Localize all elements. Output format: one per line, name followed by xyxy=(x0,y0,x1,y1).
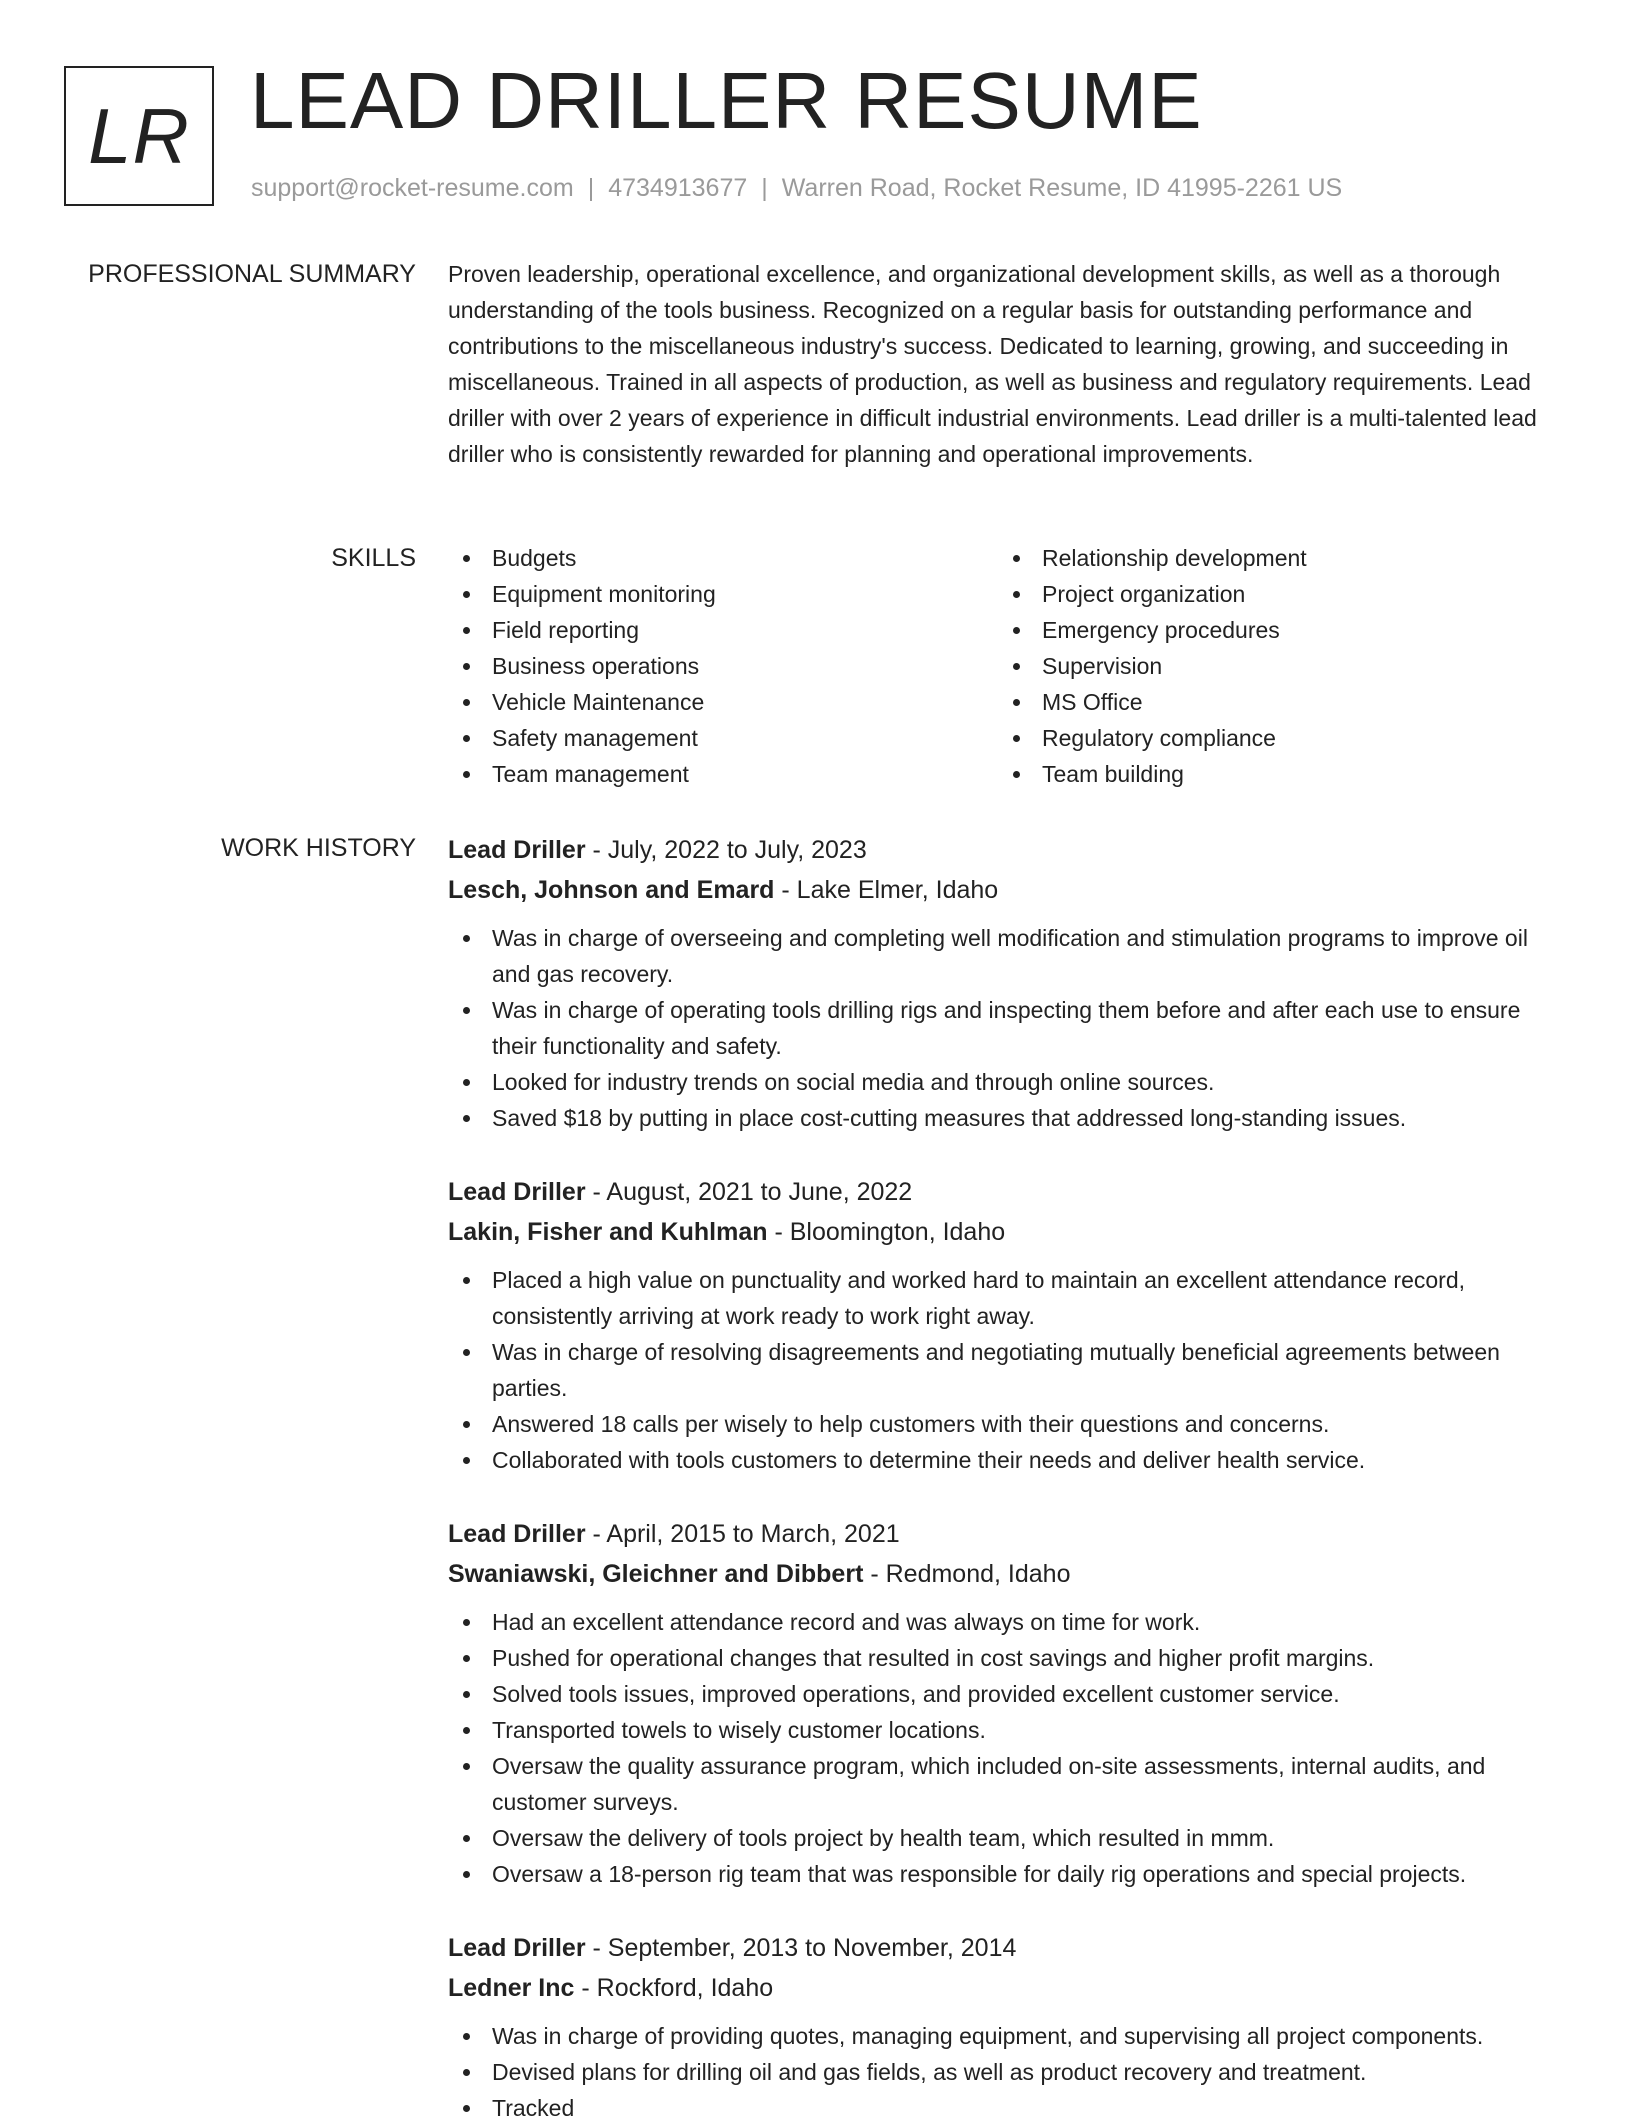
skills-list-left xyxy=(448,540,968,792)
resume-title: LEAD DRILLER RESUME xyxy=(250,56,1203,145)
job-company-line xyxy=(448,1554,1568,1594)
job-company: Lesch, Johnson and Emard xyxy=(448,876,775,904)
initials-monogram xyxy=(64,66,214,206)
job-duty: Looked for industry trends on social media and through online sources. xyxy=(448,1064,1568,1100)
contact-separator: | xyxy=(587,174,595,202)
job-title: Lead Driller xyxy=(448,1520,586,1548)
job-dates: - April, 2015 to March, 2021 xyxy=(585,1520,900,1548)
skill-item: Team management xyxy=(448,756,968,792)
job-entry xyxy=(448,830,1568,1136)
job-duties xyxy=(448,2018,1568,2126)
job-duty: Was in charge of providing quotes, managing equipment, and supervising all project components. xyxy=(448,2018,1568,2054)
job-location: - Bloomington, Idaho xyxy=(767,1218,1006,1246)
job-title: Lead Driller xyxy=(448,1934,586,1962)
job-company-line xyxy=(448,1968,1568,2008)
skill-item: Vehicle Maintenance xyxy=(448,684,968,720)
job-duties xyxy=(448,1262,1568,1478)
job-title: Lead Driller xyxy=(448,1178,586,1206)
summary-text: Proven leadership, operational excellence, and organizational development skills, as well as a thorough understanding of the tools business. Recognized on a regular basis for outstanding performance and contributions to the miscellaneous industry's success. Dedicated to learning, growing, and succeeding in miscellaneous. Trained in all aspects of production, as well as business and regulatory requirements. Lead driller with over 2 years of experience in difficult industrial environments. Lead driller is a multi-talented lead driller who is consistently rewarded for planning and operational improvements. xyxy=(448,261,1537,467)
job-duty: Answered 18 calls per wisely to help customers with their questions and concerns. xyxy=(448,1406,1568,1442)
initials-text: LR xyxy=(88,91,190,180)
job-dates: - September, 2013 to November, 2014 xyxy=(585,1934,1017,1962)
skill-item: Project organization xyxy=(998,576,1518,612)
skill-item: Budgets xyxy=(448,540,968,576)
job-duty: Devised plans for drilling oil and gas fields, as well as product recovery and treatment. xyxy=(448,2054,1568,2090)
job-duty: Was in charge of resolving disagreements and negotiating mutually beneficial agreements between parties. xyxy=(448,1334,1568,1406)
job-company: Swaniawski, Gleichner and Dibbert xyxy=(448,1560,864,1588)
job-duties xyxy=(448,920,1568,1136)
summary-heading: PROFESSIONAL SUMMARY xyxy=(88,260,416,288)
job-dates: - July, 2022 to July, 2023 xyxy=(585,836,867,864)
skills-heading: SKILLS xyxy=(331,544,416,572)
job-location: - Rockford, Idaho xyxy=(574,1974,774,2002)
job-duty: Placed a high value on punctuality and worked hard to maintain an excellent attendance record, consistently arriving at work ready to work right away. xyxy=(448,1262,1568,1334)
job-company-line xyxy=(448,1212,1568,1252)
skill-item: Business operations xyxy=(448,648,968,684)
skill-item: Field reporting xyxy=(448,612,968,648)
contact-address: Warren Road, Rocket Resume, ID 41995-2261 US xyxy=(781,174,1343,202)
job-duty: Transported towels to wisely customer locations. xyxy=(448,1712,1568,1748)
job-company: Lakin, Fisher and Kuhlman xyxy=(448,1218,768,1246)
job-duties xyxy=(448,1604,1568,1892)
job-dates: - August, 2021 to June, 2022 xyxy=(585,1178,913,1206)
job-title-line xyxy=(448,1172,1568,1212)
job-duty: Pushed for operational changes that resulted in cost savings and higher profit margins. xyxy=(448,1640,1568,1676)
contact-email[interactable]: support@rocket-resume.com xyxy=(251,174,574,202)
skill-item: Team building xyxy=(998,756,1518,792)
job-title-line xyxy=(448,1514,1568,1554)
skill-item: Safety management xyxy=(448,720,968,756)
skill-item: MS Office xyxy=(998,684,1518,720)
job-entry xyxy=(448,1172,1568,1478)
contact-line xyxy=(251,174,1342,203)
job-duty: Oversaw a 18-person rig team that was responsible for daily rig operations and special projects. xyxy=(448,1856,1568,1892)
job-company-line xyxy=(448,870,1568,910)
job-duty: Was in charge of operating tools drilling rigs and inspecting them before and after each use to ensure their functionality and safety. xyxy=(448,992,1568,1064)
skill-item: Relationship development xyxy=(998,540,1518,576)
skills-list-right xyxy=(998,540,1518,792)
work-history-heading: WORK HISTORY xyxy=(221,834,416,862)
job-entry xyxy=(448,1928,1568,2126)
job-duty: Tracked xyxy=(448,2090,1568,2126)
skill-item: Equipment monitoring xyxy=(448,576,968,612)
job-duty: Oversaw the delivery of tools project by health team, which resulted in mmm. xyxy=(448,1820,1568,1856)
job-duty: Solved tools issues, improved operations, and provided excellent customer service. xyxy=(448,1676,1568,1712)
job-duty: Was in charge of overseeing and completing well modification and stimulation programs to improve oil and gas recovery. xyxy=(448,920,1568,992)
job-duty: Saved $18 by putting in place cost-cutting measures that addressed long-standing issues. xyxy=(448,1100,1568,1136)
job-title: Lead Driller xyxy=(448,836,586,864)
job-duty: Had an excellent attendance record and was always on time for work. xyxy=(448,1604,1568,1640)
skill-item: Supervision xyxy=(998,648,1518,684)
skill-item: Emergency procedures xyxy=(998,612,1518,648)
skill-item: Regulatory compliance xyxy=(998,720,1518,756)
job-location: - Lake Elmer, Idaho xyxy=(774,876,999,904)
job-company: Ledner Inc xyxy=(448,1974,575,2002)
job-duty: Collaborated with tools customers to determine their needs and deliver health service. xyxy=(448,1442,1568,1478)
job-location: - Redmond, Idaho xyxy=(863,1560,1071,1588)
job-title-line xyxy=(448,1928,1568,1968)
job-duty: Oversaw the quality assurance program, which included on-site assessments, internal audits, and customer surveys. xyxy=(448,1748,1568,1820)
job-title-line xyxy=(448,830,1568,870)
summary-body xyxy=(448,256,1568,472)
contact-phone[interactable]: 4734913677 xyxy=(608,174,748,202)
job-entry xyxy=(448,1514,1568,1892)
contact-separator: | xyxy=(761,174,768,202)
